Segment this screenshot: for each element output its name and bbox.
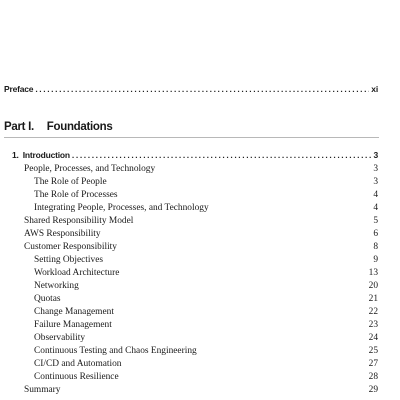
toc-entry-title: Workload Architecture: [34, 268, 120, 278]
toc-entry[interactable]: [24, 384, 378, 397]
toc-entry-title: Networking: [34, 281, 79, 291]
toc-entry-page-number: 21: [368, 294, 378, 304]
toc-entry-page-number: 20: [368, 281, 378, 291]
toc-entry-chapter[interactable]: [12, 150, 378, 160]
toc-entry-preface[interactable]: [4, 84, 378, 94]
toc-entry[interactable]: [34, 345, 378, 358]
toc-entry-page-number: 27: [368, 359, 378, 369]
toc-entry[interactable]: [34, 371, 378, 384]
toc-entry[interactable]: [24, 241, 378, 254]
toc-entry-title: Quotas: [34, 294, 61, 304]
toc-entry[interactable]: [24, 228, 378, 241]
part-title: Foundations: [46, 121, 113, 133]
preface-label: Preface: [4, 84, 34, 94]
toc-entry[interactable]: [34, 202, 378, 215]
toc-entry-title: Shared Responsibility Model: [24, 216, 134, 226]
toc-entry[interactable]: [34, 332, 378, 345]
toc-entry[interactable]: [34, 306, 378, 319]
toc-entry-page-number: 25: [368, 346, 378, 356]
toc-entry-title: The Role of People: [34, 177, 107, 187]
toc-entry-page-number: 6: [373, 229, 378, 239]
toc-entry-title: AWS Responsibility: [24, 229, 101, 239]
toc-entry[interactable]: [34, 254, 378, 267]
preface-page-number: xi: [371, 84, 378, 94]
chapter-title: Introduction: [22, 150, 70, 160]
toc-entry[interactable]: [24, 163, 378, 176]
toc-entry-page-number: 3: [373, 177, 378, 187]
toc-entry[interactable]: [34, 280, 378, 293]
dot-leader: [35, 84, 369, 94]
toc-entry-page-number: 29: [368, 385, 378, 395]
part-heading: [4, 121, 112, 133]
chapter-page-number: 3: [373, 150, 378, 160]
toc-entry-page-number: 13: [368, 268, 378, 278]
dot-leader: [72, 150, 372, 160]
toc-entry-page-number: 23: [368, 320, 378, 330]
toc-entry[interactable]: [24, 215, 378, 228]
toc-entry[interactable]: [34, 319, 378, 332]
toc-entry-page-number: 5: [373, 216, 378, 226]
toc-entry-page-number: 28: [368, 372, 378, 382]
toc-entry-title: The Role of Processes: [34, 190, 118, 200]
toc-entry-title: Setting Objectives: [34, 255, 103, 265]
toc-entry-page-number: 4: [373, 203, 378, 213]
toc-entry-title: Integrating People, Processes, and Technology: [34, 203, 209, 213]
toc-entry-title: People, Processes, and Technology: [24, 164, 156, 174]
toc-entry-title: Change Management: [34, 307, 114, 317]
toc-entry-page-number: 9: [373, 255, 378, 265]
toc-entry-page-number: 4: [373, 190, 378, 200]
part-divider: [4, 137, 379, 138]
toc-entry[interactable]: [34, 176, 378, 189]
part-number: Part I.: [4, 121, 34, 133]
toc-entry[interactable]: [34, 293, 378, 306]
toc-entry-page-number: 22: [368, 307, 378, 317]
toc-entry[interactable]: [34, 189, 378, 202]
toc-entry[interactable]: [34, 358, 378, 371]
toc-entry-page-number: 24: [368, 333, 378, 343]
toc-entry-title: Continuous Resilience: [34, 372, 119, 382]
toc-entry-title: Continuous Testing and Chaos Engineering: [34, 346, 197, 356]
toc-entry-title: Summary: [24, 385, 61, 395]
toc-entry-title: Customer Responsibility: [24, 242, 117, 252]
toc-entry-page-number: 8: [373, 242, 378, 252]
toc-entry-title: Failure Management: [34, 320, 112, 330]
toc-entry-title: CI/CD and Automation: [34, 359, 122, 369]
chapter-number: 1.: [12, 150, 19, 160]
toc-entry-title: Observability: [34, 333, 86, 343]
toc-entry-page-number: 3: [373, 164, 378, 174]
toc-entry[interactable]: [34, 267, 378, 280]
